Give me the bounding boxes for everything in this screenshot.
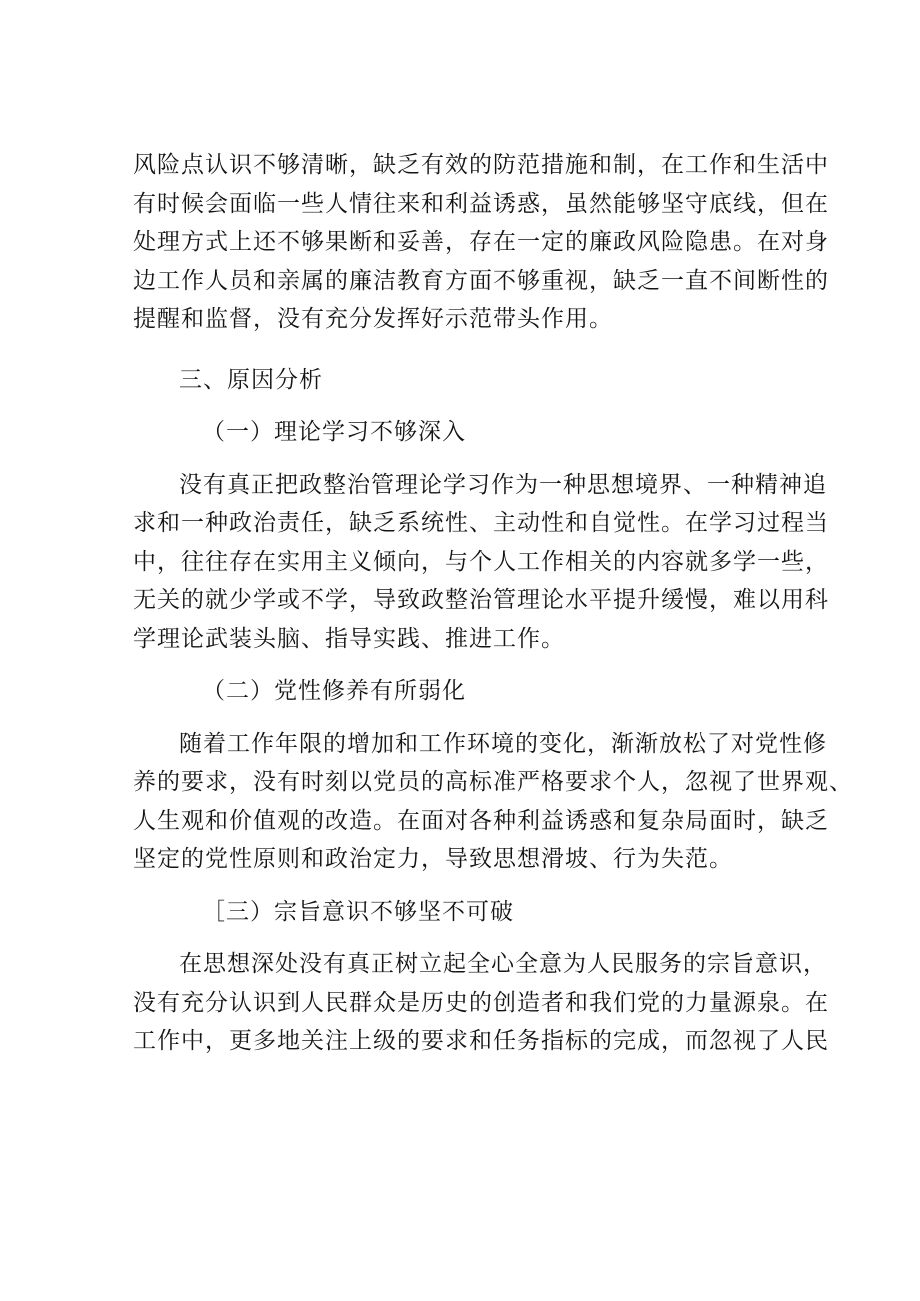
paragraph-line: 没 有 充 分 认 识 到 人 民 群 众 是 历 史 的 创 造 者 和 我 们 党 的 力 量 源 泉 。 在 [133,989,829,1016]
paragraph-line: 风 险 点 认 识 不 够 清 晰 ， 缺 乏 有 效 的 防 范 措 施 和 制 ， 在 工 作 和 生 活 中 [133,152,829,178]
paragraph-line: 中 ， 往 往 存 在 实 用 主 义 倾 向 ， 与 个 人 工 作 相 关 的 内 容 就 多 学 一 些 ， [133,548,829,575]
subsection-heading-1: （一）理论学习不够深入 [202,419,466,445]
paragraph-line: 学 理 论 武 装 头 脑 、 指 导 实 践 、 推 进 工 作 。 [133,625,565,652]
paragraph-line: 人 生 观 和 价 值 观 的 改 造 。 在 面 对 各 种 利 益 诱 惑 和 复 杂 局 面 时 ， 缺 乏 [133,807,829,834]
paragraph-line: 无 关 的 就 少 学 或 不 学 ， 导 致 政 整 治 管 理 论 水 平 提 升 缓 慢 ， 难 以 用 科 [133,587,829,613]
paragraph-theory-study [133,466,829,659]
paragraph-line: 有 时 候 会 面 临 一 些 人 情 往 来 和 利 益 诱 惑 ， 虽 然 能 够 坚 守 底 线 ， 但 在 [133,190,829,217]
paragraph-line: 养 的 要 求 ， 没 有 时 刻 以 党 员 的 高 标 准 严 格 要 求 个 人 ， 忽 视 了 世 界 观 、 [133,769,853,795]
paragraph-line: 处 理 方 式 上 还 不 够 果 断 和 妥 善 ， 存 在 一 定 的 廉 政 风 险 隐 患 。 在 对 身 [133,229,829,255]
paragraph-line: 随 着 工 作 年 限 的 增 加 和 工 作 环 境 的 变 化 ， 渐 渐 放 松 了 对 党 性 修 [179,730,827,757]
paragraph-line: 在 思 想 深 处 没 有 真 正 树 立 起 全 心 全 意 为 人 民 服 务 的 宗 旨 意 识 ， [179,951,827,977]
paragraph-line: 坚 定 的 党 性 原 则 和 政 治 定 力 ， 导 致 思 想 滑 坡 、 行 为 失 范 。 [133,846,733,872]
paragraph-line: 提 醒 和 监 督 ， 没 有 充 分 发 挥 好 示 范 带 头 作 用 。 [133,306,613,332]
paragraph-line: 边 工 作 人 员 和 亲 属 的 廉 洁 教 育 方 面 不 够 重 视 ， 缺 乏 一 直 不 间 断 性 的 [133,267,829,294]
subsection-heading-3: ［三）宗旨意识不够坚不可破 [202,898,514,925]
subsection-heading-2: （二）党性修养有所弱化 [202,678,466,704]
document-body [133,146,853,1061]
paragraph-line: 工 作 中 ， 更 多 地 关 注 上 级 的 要 求 和 任 务 指 标 的 完 成 ， 而 忽 视 了 人 民 [133,1028,829,1054]
paragraph-line: 求 和 一 种 政 治 责 任 ， 缺 乏 系 统 性 、 主 动 性 和 自 觉 性 。 在 学 习 过 程 当 [133,510,829,536]
paragraph-line: 没 有 真 正 把 政 整 治 管 理 论 学 习 作 为 一 种 思 想 境 界 、 一 种 精 神 追 [179,471,827,498]
section-heading: 三、原因分析 [179,366,323,393]
paragraph-risk-points [133,146,829,339]
paragraph-party-spirit [133,725,853,879]
paragraph-purpose-awareness [133,945,829,1061]
